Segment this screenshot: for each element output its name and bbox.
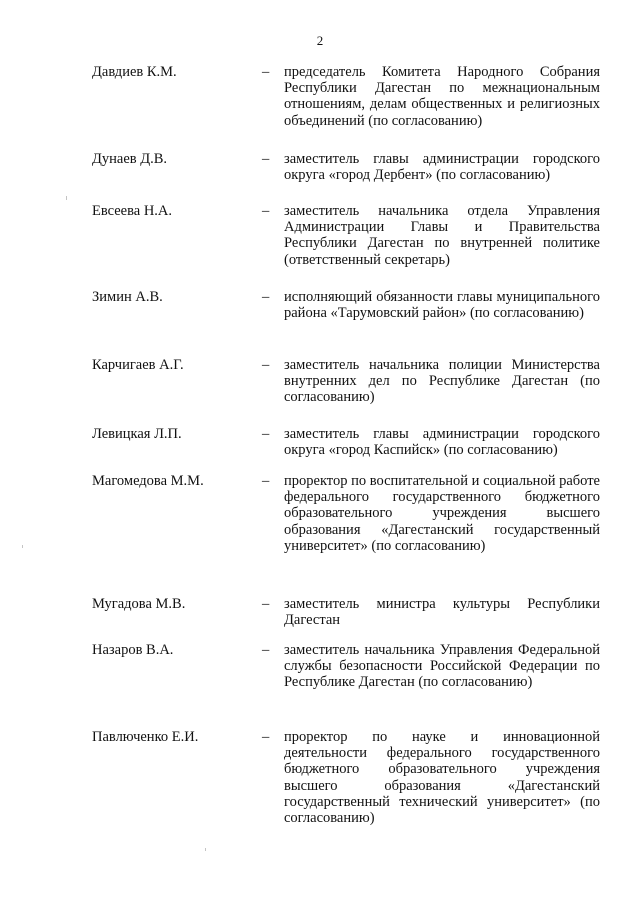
member-position: заместитель министра культуры Республики Дагестан (284, 596, 600, 629)
member-name: Давдиев К.М. (92, 64, 177, 80)
separator-dash: – (262, 642, 270, 658)
member-name: Зимин А.В. (92, 289, 163, 305)
separator-dash: – (262, 289, 270, 305)
member-name: Назаров В.А. (92, 642, 174, 658)
member-name: Павлюченко Е.И. (92, 729, 199, 745)
page-number: 2 (316, 33, 324, 48)
member-position: проректор по воспитательной и социальной работе федерального государственного бюджетного образовательного учреждения высшего образования «Дагестанский государственный университет» (по согласованию) (284, 473, 600, 554)
member-name: Магомедова М.М. (92, 473, 204, 489)
separator-dash: – (262, 596, 270, 612)
member-position: заместитель главы администрации городского округа «город Дербент» (по согласованию) (284, 151, 600, 184)
separator-dash: – (262, 64, 270, 80)
scan-speck (66, 196, 67, 200)
member-position: заместитель главы администрации городского округа «город Каспийск» (по согласованию) (284, 426, 600, 459)
member-name: Евсеева Н.А. (92, 203, 173, 219)
separator-dash: – (262, 473, 270, 489)
separator-dash: – (262, 426, 270, 442)
member-name: Карчигаев А.Г. (92, 357, 184, 373)
member-name: Мугадова М.В. (92, 596, 186, 612)
member-position: исполняющий обязанности главы муниципального района «Тарумовский район» (по согласованию) (284, 289, 600, 322)
separator-dash: – (262, 151, 270, 167)
separator-dash: – (262, 357, 270, 373)
member-name: Левицкая Л.П. (92, 426, 182, 442)
scan-speck (22, 545, 23, 548)
separator-dash: – (262, 203, 270, 219)
member-position: заместитель начальника отдела Управления Администрации Главы и Правительства Республики Дагестан по внутренней политике (ответственный секретарь) (284, 203, 600, 268)
member-position: проректор по науке и инновационной деятельности федерального государственного бюджетного образовательного учреждения высшего образования «Дагестанский государственный технический университет» (по согласованию) (284, 729, 600, 827)
member-position: председатель Комитета Народного Собрания Республики Дагестан по межнациональным отношениям, делам общественных и религиозных объединений (по согласованию) (284, 64, 600, 129)
member-name: Дунаев Д.В. (92, 151, 168, 167)
member-position: заместитель начальника полиции Министерства внутренних дел по Республике Дагестан (по согласованию) (284, 357, 600, 406)
member-position: заместитель начальника Управления Федеральной службы безопасности Российской Федерации по Республике Дагестан (по согласованию) (284, 642, 600, 691)
separator-dash: – (262, 729, 270, 745)
scan-speck (205, 848, 206, 851)
